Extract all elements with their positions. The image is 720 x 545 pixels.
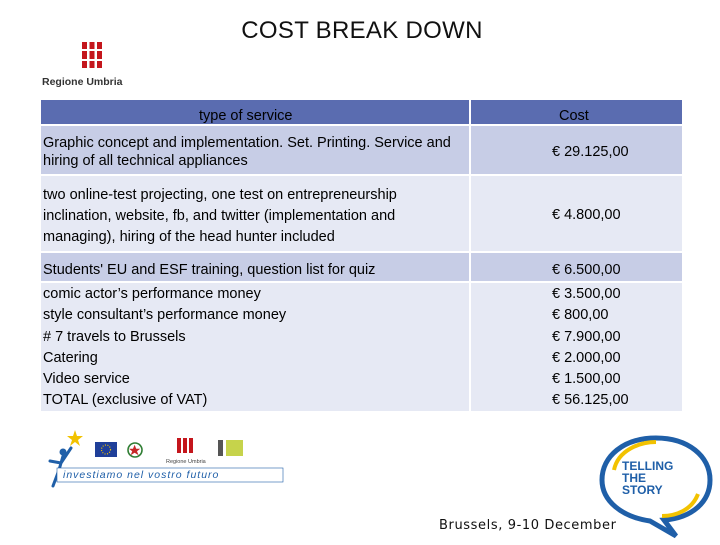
- service-text: Graphic concept and implementation. Set. Printing. Service and hiring of all technical appliances: [43, 135, 451, 169]
- cost-line: € 2.000,00: [552, 349, 621, 366]
- table-row-stacked: [41, 283, 682, 411]
- slogan-text: investiamo nel vostro futuro: [63, 469, 220, 481]
- header-service-label: type of service: [199, 108, 293, 124]
- funding-logos-icon: [45, 428, 285, 498]
- header-cost-label: Cost: [559, 108, 589, 124]
- regione-umbria-emblem-icon: [80, 40, 104, 70]
- cost-cell: [471, 126, 682, 174]
- total-cost-line: € 56.125,00: [552, 392, 629, 409]
- service-cell: [41, 126, 469, 174]
- cost-text: € 29.125,00: [552, 144, 629, 160]
- cost-line: € 7.900,00: [552, 328, 621, 345]
- page-title: COST BREAK DOWN: [241, 17, 483, 44]
- header-cell-service: [41, 100, 469, 124]
- tts-line: THE: [622, 471, 646, 485]
- regione-umbria-logo: [42, 40, 142, 92]
- service-line: Video service: [43, 371, 130, 388]
- event-date: Brussels, 9-10 December: [439, 518, 617, 533]
- tts-line: STORY: [622, 483, 663, 497]
- cost-line: € 1.500,00: [552, 371, 621, 388]
- service-text: two online-test projecting, one test on entrepreneurship inclination, website, fb, and twitter (implementation and managing), hiring of the head hunter included: [43, 187, 397, 245]
- table-row: [41, 126, 682, 174]
- header-cell-cost: [471, 100, 682, 124]
- tts-line: TELLING: [622, 459, 674, 473]
- cost-line: € 3.500,00: [552, 286, 621, 302]
- total-line: TOTAL (exclusive of VAT): [43, 392, 208, 409]
- table-row: [41, 176, 682, 251]
- service-cell: [41, 283, 469, 411]
- cost-cell: [471, 176, 682, 251]
- service-line: Catering: [43, 349, 98, 366]
- service-text: Students' EU and ESF training, question list for quiz: [43, 262, 376, 278]
- regione-umbria-label: Regione Umbria: [42, 76, 123, 88]
- cost-cell: [471, 253, 682, 281]
- service-cell: [41, 253, 469, 281]
- table-header-row: [41, 100, 682, 124]
- cost-line: € 800,00: [552, 307, 609, 324]
- funding-logo-strip: [45, 428, 285, 498]
- service-cell: [41, 176, 469, 251]
- service-line: comic actor’s performance money: [43, 286, 261, 302]
- cost-text: € 4.800,00: [552, 207, 621, 223]
- service-line: style consultant’s performance money: [43, 307, 287, 324]
- cost-cell: [471, 283, 682, 411]
- service-line: # 7 travels to Brussels: [43, 328, 186, 345]
- small-regione-label: Regione Umbria: [166, 459, 206, 465]
- cost-text: € 6.500,00: [552, 262, 621, 278]
- table-row: [41, 253, 682, 281]
